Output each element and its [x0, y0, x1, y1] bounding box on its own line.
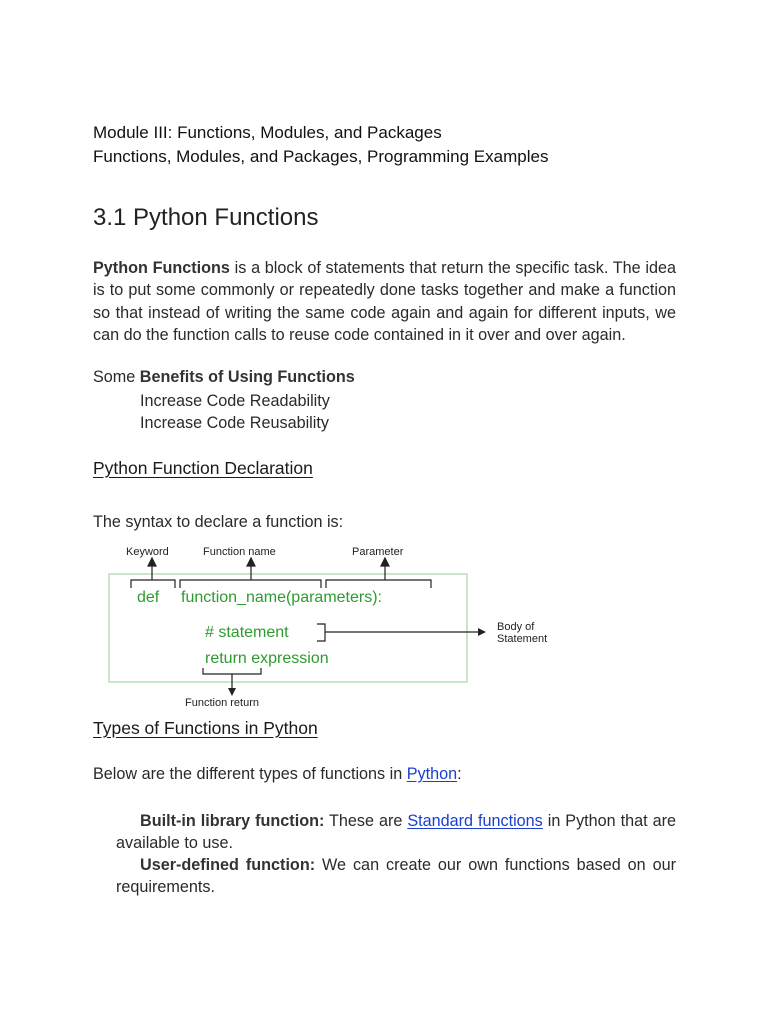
function-type-item [116, 854, 676, 899]
return-arrow-head [228, 688, 236, 696]
label-function-return: Function return [185, 697, 259, 709]
types-intro-suffix: : [457, 765, 462, 783]
intro-text: is a block of statements that return the specific task. The idea is to put some commonly or repeatedly done tasks together and make a function so that instead of writing the same code again and again for different inputs, we can do the function calls to reuse code contained in it over and over again. [93, 259, 676, 345]
label-parameter: Parameter [352, 546, 404, 558]
body-arrow-head [478, 628, 486, 636]
label-keyword: Keyword [126, 546, 169, 558]
function-type-item [116, 810, 676, 855]
benefits-line [93, 368, 355, 387]
code-return: return expression [205, 650, 329, 667]
types-intro [93, 765, 462, 784]
benefit-item: Increase Code Readability [140, 392, 330, 410]
code-signature: function_name(parameters): [181, 589, 382, 606]
syntax-intro: The syntax to declare a function is: [93, 513, 344, 531]
benefit-item: Increase Code Reusability [140, 414, 329, 432]
function-syntax-diagram [95, 540, 575, 710]
section-heading: 3.1 Python Functions [93, 204, 319, 231]
pointer-arrows [148, 558, 389, 580]
intro-bold-term: Python Functions [93, 259, 230, 277]
item-text: These are [324, 812, 408, 830]
declaration-heading: Python Function Declaration [93, 458, 313, 478]
types-intro-prefix: Below are the different types of functions in [93, 765, 407, 783]
label-statement: Statement [497, 633, 548, 645]
code-statement: # statement [205, 624, 289, 641]
python-link[interactable]: Python [406, 765, 458, 783]
benefits-bold: Benefits of Using Functions [139, 368, 355, 386]
module-subtitle: Functions, Modules, and Packages, Programming Examples [93, 147, 549, 166]
label-body-of: Body of [497, 621, 535, 633]
item-bold: Built-in library function: [140, 812, 325, 830]
code-def-keyword: def [137, 589, 160, 606]
label-function-name: Function name [203, 546, 276, 558]
benefits-prefix: Some [93, 368, 140, 386]
intro-paragraph [93, 257, 676, 347]
module-title: Module III: Functions, Modules, and Packages [93, 123, 442, 142]
types-heading: Types of Functions in Python [93, 718, 318, 738]
standard-functions-link[interactable]: Standard functions [407, 812, 543, 830]
item-bold: User-defined function: [140, 856, 316, 874]
item-text: in Python that are available to use. [116, 812, 676, 853]
item-text: We can create our own functions based on our requirements. [116, 856, 676, 897]
